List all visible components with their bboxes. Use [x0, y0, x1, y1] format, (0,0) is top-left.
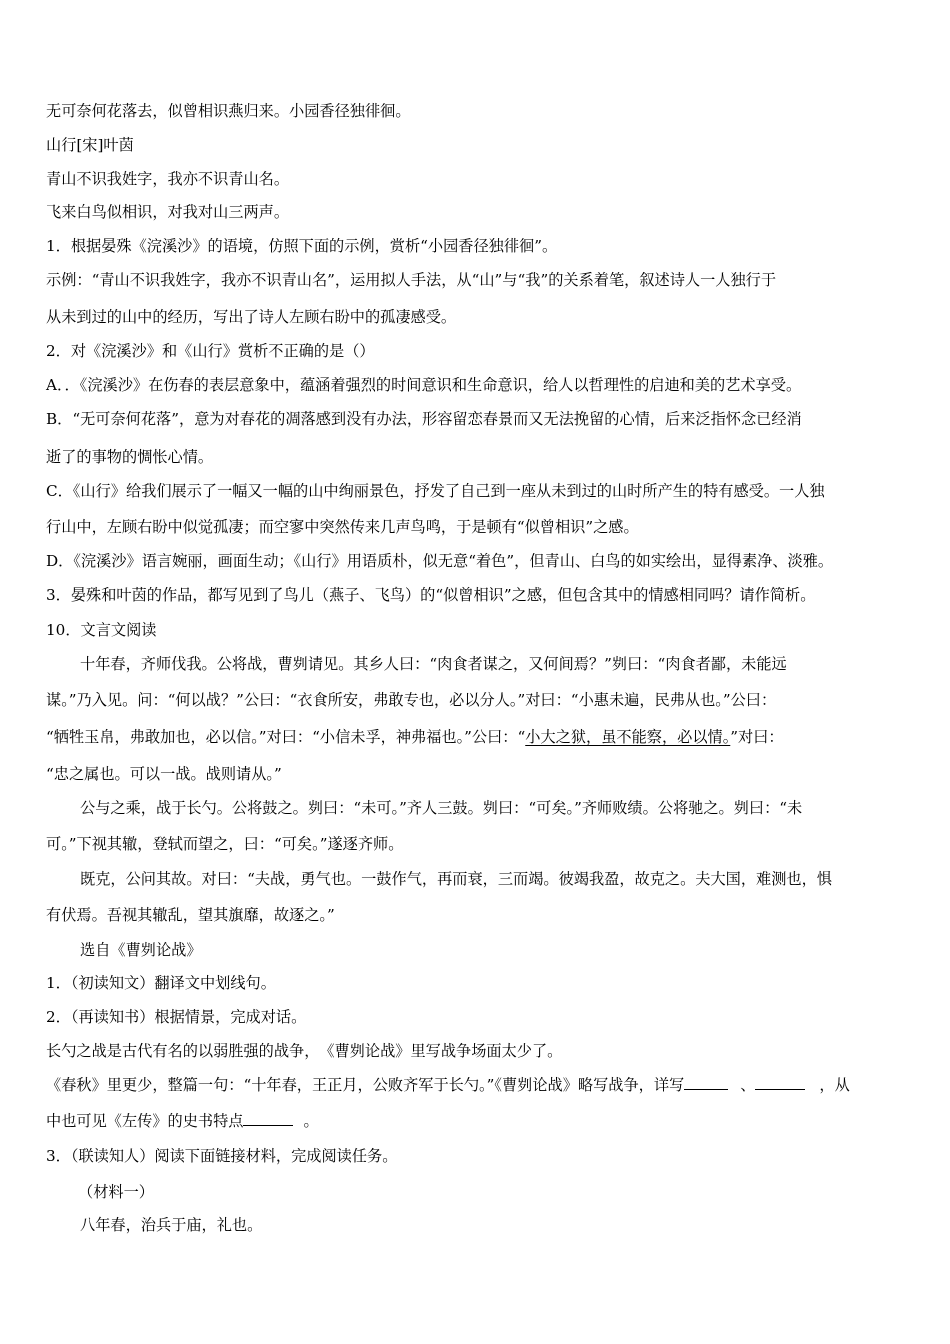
classical-text: 既克，公问其故。对曰：“夫战，勇气也。一鼓作气，再而衰，三而竭。彼竭我盈，故克之。夫大国，难测也，惧: [80, 870, 832, 888]
example-text: 示例：“青山不识我姓字，我亦不识青山名”，运用拟人手法，从“山”与“我”的关系着笔，叙述诗人一人独行于: [46, 271, 777, 289]
classical-text: 谋。”乃入见。问：“何以战？”公曰：“衣食所安，弗敢专也，必以分人。”对曰：“小惠未遍，民弗从也。”公曰：: [46, 691, 777, 709]
question-9-1: 1．根据晏殊《浣溪沙》的语境，仿照下面的示例，赏析“小园香径独徘徊”。: [46, 237, 558, 255]
classical-text: 公与之乘，战于长勺。公将鼓之。刿曰：“未可。”齐人三鼓。刿曰：“可矣。”齐师败绩。公将驰之。刿曰：“未: [80, 799, 803, 817]
option-a: A．．《浣溪沙》在伤春的表层意象中，蕴涵着强烈的时间意识和生命意识，给人以哲理性的启迪和美的艺术享受。: [46, 376, 802, 394]
poem-line: 无可奈何花落去，似曾相识燕归来。小园香径独徘徊。: [46, 102, 411, 120]
dialog-line: [46, 1111, 908, 1131]
question-10-1: 1．（初读知文）翻译文中划线句。: [46, 974, 276, 992]
text-run: 、: [740, 1076, 756, 1094]
text-run: 中也可见《左传》的史书特点: [46, 1112, 244, 1130]
classical-text: 可。”下视其辙，登轼而望之，曰：“可矣。”遂逐齐师。: [46, 835, 404, 853]
option-c: 行山中，左顾右盼中似觉孤凄；而空寥中突然传来几声鸟鸣，于是顿有“似曾相识”之感。: [46, 518, 639, 536]
example-text: 从未到过的山中的经历，写出了诗人左顾右盼中的孤凄感受。: [46, 308, 457, 326]
underlined-sentence: 小大之狱，虽不能察，必以情。: [525, 728, 731, 746]
question-10-3: 3．（联读知人）阅读下面链接材料，完成阅读任务。: [46, 1147, 398, 1165]
question-10-2: 2．（再读知书）根据情景，完成对话。: [46, 1008, 307, 1026]
classical-text: 十年春，齐师伐我。公将战，曹刿请见。其乡人曰：“肉食者谋之，又何间焉？”刿曰：“肉食者鄙，未能远: [80, 655, 787, 673]
dialog-line: 长勺之战是古代有名的以弱胜强的战争， 《曹刿论战》里写战争场面太少了。: [46, 1042, 563, 1060]
text-run: ”对曰：: [730, 728, 784, 746]
option-c: C．《山行》给我们展示了一幅又一幅的山中绚丽景色，抒发了自己到一座从未到过的山时所产生的特有感受。一人独: [46, 482, 825, 500]
text-run: “牺牲玉帛，弗敢加也，必以信。”对曰：“小信未孚，神弗福也。”公曰：“: [46, 728, 526, 746]
section-heading: 10．文言文阅读: [46, 621, 157, 639]
option-b: 逝了的事物的惆怅心情。: [46, 448, 214, 466]
text-run: 。: [303, 1112, 319, 1130]
source-citation: 选自《曹刿论战》: [80, 941, 202, 959]
text-run: 《春秋》里更少，整篇一句：“十年春，王正月，公败齐军于长勺。”《曹刿论战》略写战争，详写: [46, 1076, 685, 1094]
material-label: （材料一）: [78, 1183, 154, 1201]
question-9-2: 2．对《浣溪沙》和《山行》赏析不正确的是（）: [46, 342, 375, 360]
text-run: ，从: [819, 1076, 850, 1094]
option-b: B．“无可奈何花落”，意为对春花的凋落感到没有办法，形容留恋春景而又无法挽留的心情，后来泛指怀念已经消: [46, 410, 802, 428]
poem-line: 飞来白鸟似相识，对我对山三两声。: [46, 203, 289, 221]
fill-blank[interactable]: [243, 1111, 293, 1126]
classical-text: [46, 727, 908, 747]
classical-text: 有伏焉。吾视其辙乱，望其旗靡，故逐之。”: [46, 906, 335, 924]
dialog-line: [46, 1075, 908, 1095]
fill-blank[interactable]: [684, 1075, 728, 1090]
poem-title: 山行[宋]叶茵: [46, 136, 134, 154]
option-d: D．《浣溪沙》语言婉丽，画面生动；《山行》用语质朴，似无意“着色”，但青山、白鸟的如实绘出，显得素净、淡雅。: [46, 552, 834, 570]
fill-blank[interactable]: [755, 1075, 805, 1090]
poem-line: 青山不识我姓字，我亦不识青山名。: [46, 170, 289, 188]
classical-text: “忠之属也。可以一战。战则请从。”: [46, 765, 282, 783]
material-text: 八年春，治兵于庙，礼也。: [80, 1216, 263, 1234]
question-9-3: 3．晏殊和叶茵的作品，都写见到了鸟儿（燕子、飞鸟）的“似曾相识”之感，但包含其中的情感相同吗？请作简析。: [46, 586, 816, 604]
